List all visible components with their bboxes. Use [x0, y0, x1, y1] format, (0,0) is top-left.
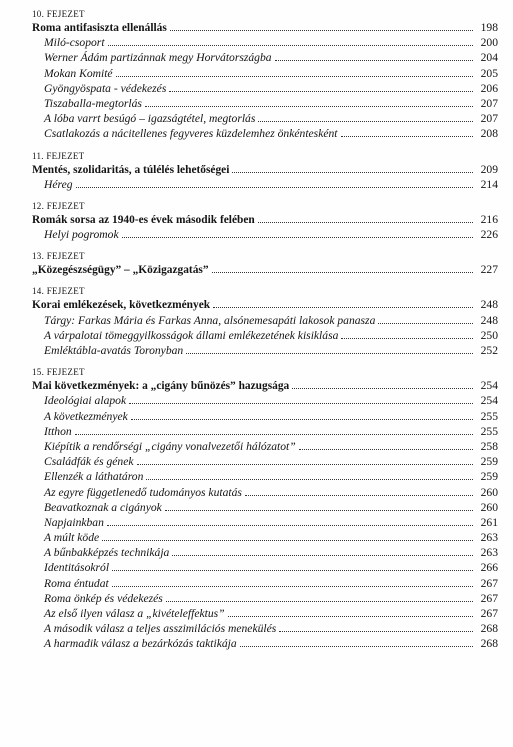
chapter-label: 13. FEJEZET — [32, 251, 85, 262]
dot-leader — [145, 96, 473, 107]
entry-title: Emléktábla-avatás Toronyban — [44, 344, 184, 357]
entry-title: Csatlakozás a nácitellenes fegyveres küzdelemhez önkéntesként — [44, 127, 338, 141]
page-number: 250 — [480, 328, 498, 342]
dot-leader — [341, 328, 473, 339]
page-number: 268 — [480, 637, 498, 651]
page-number: 260 — [480, 500, 498, 514]
dot-leader — [170, 20, 473, 31]
dot-leader — [212, 262, 473, 273]
toc-entry — [32, 454, 498, 469]
page-number: 267 — [480, 591, 498, 605]
chapter-section — [32, 285, 498, 358]
page-number: 198 — [480, 21, 498, 34]
toc-entry — [32, 636, 498, 651]
dot-leader — [240, 636, 473, 647]
dot-leader — [166, 591, 473, 602]
page-number: 254 — [480, 394, 498, 408]
dot-leader — [186, 343, 473, 354]
page-number: 261 — [480, 515, 498, 529]
dot-leader — [213, 297, 473, 308]
entry-title: Héreg — [44, 177, 73, 191]
toc-entry — [32, 424, 498, 439]
page-number: 248 — [480, 298, 498, 312]
entry-title: Identitásokról — [44, 561, 110, 575]
toc-entry — [32, 66, 498, 81]
entry-title: Napjainkban — [44, 515, 104, 529]
dot-leader — [258, 212, 473, 223]
entry-title: Kiépítik a rendőrségi „cigány vonalvezetői hálózatot” — [44, 439, 296, 453]
dot-leader — [279, 621, 473, 632]
entry-title: A várpalotai tömeggyilkosságok állami emlékezetének kisiklása — [44, 328, 339, 342]
entry-title: Beavatkoznak a cigányok — [44, 500, 162, 514]
entry-title: Családfák és gének — [44, 455, 134, 469]
page-number: 205 — [480, 66, 498, 80]
entry-title: Mentés, szolidaritás, a túlélés lehetőségei — [32, 163, 230, 176]
chapter-label: 15. FEJEZET — [32, 367, 85, 378]
dot-leader — [137, 454, 473, 465]
dot-leader — [378, 313, 473, 324]
entry-title: Miló-csoport — [44, 36, 105, 50]
toc-entry — [32, 560, 498, 575]
toc-entry — [32, 393, 498, 408]
dot-leader — [76, 177, 473, 188]
entry-title: A múlt köde — [44, 531, 100, 545]
entry-title: A bűnbakképzés technikája — [44, 546, 170, 560]
page-number: 255 — [480, 409, 498, 423]
dot-leader — [112, 560, 473, 571]
toc-chapter-title — [32, 20, 498, 35]
toc-entry — [32, 328, 498, 343]
dot-leader — [107, 515, 473, 526]
table-of-contents — [32, 8, 498, 652]
page-number: 266 — [480, 561, 498, 575]
entry-title: Werner Ádám partizánnak megy Horvátországba — [44, 51, 272, 65]
chapter-section — [32, 150, 498, 192]
entry-title: Mai következmények: a „cigány bűnözés” hazugsága — [32, 380, 290, 393]
entry-title: Korai emlékezések, következmények — [32, 299, 211, 312]
page-number: 254 — [480, 379, 498, 393]
dot-leader — [299, 439, 473, 450]
dot-leader — [172, 545, 473, 556]
chapter-label: 14. FEJEZET — [32, 286, 85, 297]
dot-leader — [129, 393, 473, 404]
page-number: 208 — [480, 127, 498, 141]
toc-entry — [32, 530, 498, 545]
dot-leader — [122, 227, 473, 238]
toc-entry — [32, 96, 498, 111]
toc-entry — [32, 485, 498, 500]
toc-entry — [32, 35, 498, 50]
toc-entry — [32, 227, 498, 242]
toc-entry — [32, 591, 498, 606]
entry-title: Ideológiai alapok — [44, 394, 127, 408]
entry-title: Tiszaballa-megtorlás — [44, 96, 142, 110]
entry-title: A lóba varrt besúgó – igazságtétel, megtorlás — [44, 112, 256, 126]
toc-entry — [32, 111, 498, 126]
entry-title: Helyi pogromok — [44, 228, 119, 242]
dot-leader — [228, 606, 473, 617]
chapter-label: 12. FEJEZET — [32, 200, 85, 211]
chapter-label: 11. FEJEZET — [32, 150, 85, 161]
page-number: 267 — [480, 576, 498, 590]
page-number: 252 — [480, 344, 498, 357]
page-number: 227 — [480, 263, 498, 277]
dot-leader — [245, 485, 473, 496]
toc-entry — [32, 50, 498, 65]
entry-title: Az egyre függetlenedő tudományos kutatás — [44, 485, 242, 499]
page-number: 255 — [480, 424, 498, 438]
entry-title: Tárgy: Farkas Mária és Farkas Anna, alsónemesapáti lakosok panasza — [44, 313, 376, 327]
toc-chapter-title — [32, 378, 498, 393]
page-number: 267 — [480, 607, 498, 620]
page-number: 226 — [480, 228, 498, 242]
entry-title: A harmadik válasz a bezárkózás taktikája — [44, 637, 237, 651]
page-number: 268 — [480, 622, 498, 636]
toc-entry — [32, 606, 498, 621]
page-number: 216 — [480, 212, 498, 226]
toc-entry — [32, 343, 498, 358]
toc-chapter-title — [32, 212, 498, 227]
toc-entry — [32, 500, 498, 515]
chapter-section — [32, 8, 498, 142]
entry-title: Ellenzék a láthatáron — [44, 470, 144, 484]
page-number: 248 — [480, 313, 498, 327]
page-number: 259 — [480, 470, 498, 484]
toc-chapter-title — [32, 297, 498, 312]
chapter-section — [32, 366, 498, 651]
toc-entry — [32, 313, 498, 328]
chapter-section — [32, 250, 498, 277]
entry-title: Itthon — [44, 424, 72, 438]
entry-title: A következmények — [44, 409, 128, 423]
dot-leader — [108, 35, 473, 46]
page-number: 263 — [480, 546, 498, 560]
dot-leader — [131, 409, 473, 420]
dot-leader — [116, 66, 473, 77]
dot-leader — [169, 81, 473, 92]
toc-chapter-title — [32, 262, 498, 277]
entry-title: A második válasz a teljes asszimilációs menekülés — [44, 622, 277, 636]
entry-title: Mokan Komité — [44, 66, 113, 80]
toc-entry — [32, 469, 498, 484]
dot-leader — [292, 378, 473, 389]
page-number: 214 — [480, 177, 498, 191]
toc-entry — [32, 621, 498, 636]
toc-entry — [32, 409, 498, 424]
page-number: 263 — [480, 531, 498, 545]
chapter-label: 10. FEJEZET — [32, 9, 85, 19]
toc-entry — [32, 81, 498, 96]
dot-leader — [146, 469, 473, 480]
entry-title: Roma antifasiszta ellenállás — [32, 22, 167, 34]
dot-leader — [232, 162, 473, 173]
dot-leader — [165, 500, 473, 511]
dot-leader — [112, 576, 473, 587]
toc-entry — [32, 439, 498, 454]
page-number: 207 — [480, 112, 498, 126]
page-number: 260 — [480, 485, 498, 499]
toc-entry — [32, 576, 498, 591]
entry-title: Az első ilyen válasz a „kivételeffektus” — [44, 607, 225, 620]
page-number: 200 — [480, 36, 498, 50]
page-number: 206 — [480, 81, 498, 95]
entry-title: Romák sorsa az 1940-es évek második felében — [32, 213, 255, 226]
entry-title: Gyöngyöspata - védekezés — [44, 81, 167, 95]
dot-leader — [258, 111, 473, 122]
toc-chapter-title — [32, 162, 498, 177]
page-number: 207 — [480, 96, 498, 110]
page-number: 259 — [480, 455, 498, 469]
entry-title: „Közegészségügy” – „Közigazgatás” — [32, 264, 209, 277]
toc-entry — [32, 515, 498, 530]
toc-entry — [32, 126, 498, 141]
page-number: 258 — [480, 439, 498, 453]
dot-leader — [102, 530, 473, 541]
toc-entry — [32, 545, 498, 560]
toc-entry — [32, 177, 498, 192]
dot-leader — [341, 126, 473, 137]
dot-leader — [75, 424, 473, 435]
entry-title: Roma éntudat — [44, 576, 109, 590]
entry-title: Roma önkép és védekezés — [44, 591, 163, 605]
dot-leader — [275, 50, 473, 61]
page-number: 209 — [480, 162, 498, 176]
page-number: 204 — [480, 51, 498, 65]
chapter-section — [32, 200, 498, 242]
